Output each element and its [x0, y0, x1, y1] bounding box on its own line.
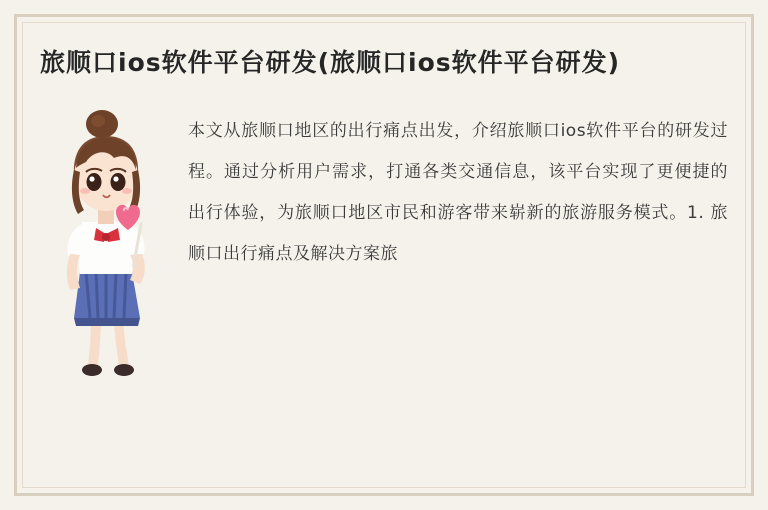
document-content [40, 44, 728, 470]
page-title: 旅顺口ios软件平台研发(旅顺口ios软件平台研发) [40, 48, 621, 77]
illustration-figure [40, 94, 170, 394]
chibi-girl-with-heart-lollipop-icon [40, 94, 170, 394]
article-row [40, 94, 728, 394]
article-body-text: 本文从旅顺口地区的出行痛点出发，介绍旅顺口ios软件平台的研发过程。通过分析用户需求，打通各类交通信息，该平台实现了更便捷的出行体验，为旅顺口地区市民和游客带来崭新的旅游服务模式。1. 旅顺口出行痛点及解决方案旅 [188, 121, 728, 264]
